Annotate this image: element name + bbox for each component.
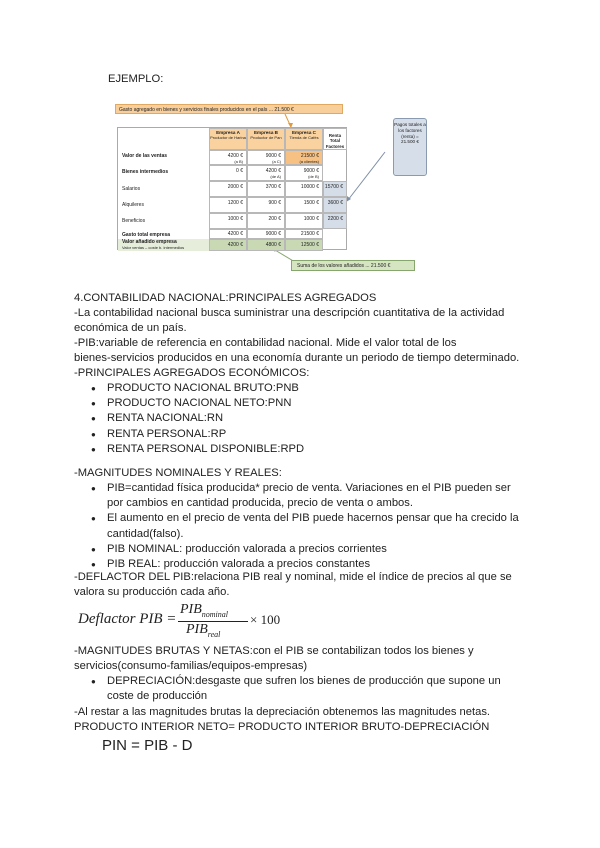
cell-ventas-c: 21500 € (a clientes): [285, 150, 323, 165]
closing-line: -Al restar a las magnitudes brutas la depreciación obtenemos las magnitudes netas.: [74, 706, 491, 718]
cell-salarios-a: 2000 €: [209, 181, 247, 197]
formula-lhs: Deflactor PIB =: [78, 611, 177, 627]
list-item: ● PRODUCTO NACIONAL NETO:PNN: [74, 396, 304, 411]
cell-salarios-b: 3700 €: [247, 181, 285, 197]
cell-gasto-b: 9000 €: [247, 229, 285, 239]
list-item: ● PRODUCTO NACIONAL BRUTO:PNB: [74, 381, 304, 396]
cell-alquileres-b: 900 €: [247, 197, 285, 213]
cell-vab-c: 12500 €: [285, 239, 323, 251]
cell-ventas-b: 9000 € (a C): [247, 150, 285, 165]
list-item: ● PIB REAL: producción valorada a precios constantes: [74, 557, 519, 572]
cell-alquileres-c: 1500 €: [285, 197, 323, 213]
cell-gasto-c: 21500 €: [285, 229, 323, 239]
aggregates-title: -PRINCIPALES AGREGADOS ECONÓMICOS:: [74, 367, 310, 379]
row-label-salarios: Salarios: [122, 186, 141, 192]
aggregates-list: [74, 381, 304, 457]
cell-beneficios-a: 1000 €: [209, 213, 247, 229]
deflactor-line: -DEFLACTOR DEL PIB:relaciona PIB real y nominal, mide el índice de precios al que se: [74, 571, 512, 583]
figure-right-note: Pagos totales a los factores (renta) = 21.500 €: [393, 118, 427, 176]
cell-alquileres-a: 1200 €: [209, 197, 247, 213]
cell-intermedios-a: 0 €: [209, 165, 247, 181]
figure-table: [117, 127, 347, 250]
closing-line: PRODUCTO INTERIOR NETO= PRODUCTO INTERIOR BRUTO-DEPRECIACIÓN: [74, 721, 490, 733]
header-empresa-a: Empresa A Productor de Harina: [209, 128, 247, 150]
row-sublabel-vab: Valor ventas – coste b. intermedios: [122, 245, 185, 250]
header-empresa-b: Empresa B Productor de Pan: [247, 128, 285, 150]
list-item: ● RENTA PERSONAL DISPONIBLE:RPD: [74, 442, 304, 457]
list-item: ● RENTA NACIONAL:RN: [74, 411, 304, 426]
cell-salarios-total: 15700 €: [323, 181, 347, 197]
formula-numerator: $PIB_{nominal}$: [180, 602, 228, 619]
cell-ventas-a: 4200 € (a B): [209, 150, 247, 165]
cell-salarios-c: 10000 €: [285, 181, 323, 197]
example-label: EJEMPLO:: [108, 73, 164, 85]
nominal-list: [74, 481, 519, 572]
section-title: 4.CONTABILIDAD NACIONAL:PRINCIPALES AGREGADOS: [74, 292, 377, 304]
cell-vab-a: 4200 €: [209, 239, 247, 251]
pin-formula: PIN = PIB - D: [102, 737, 193, 754]
cell-beneficios-total: 2200 €: [323, 213, 347, 229]
list-item: ● PIB=cantidad física producida* precio de venta. Variaciones en el PIB pueden ser por cambios en cantidad producida, precio de venta o ambos.: [74, 481, 519, 511]
row-label-gasto: Gasto total empresa: [122, 232, 171, 238]
cell-intermedios-b: 4200 € (de A): [247, 165, 285, 181]
brutas-title: servicios(consumo-familias/equipos-empresas): [74, 660, 308, 672]
formula-times: × 100: [250, 612, 281, 627]
header-empresa-c: Empresa C Tienda de Cafés: [285, 128, 323, 150]
list-item: ● RENTA PERSONAL:RP: [74, 427, 304, 442]
list-item: ● DEPRECIACIÓN:desgaste que sufren los bienes de producción que supone un coste de producción: [74, 674, 501, 704]
row-label-beneficios: Beneficios: [122, 218, 146, 224]
cell-beneficios-b: 200 €: [247, 213, 285, 229]
paragraph-line: -La contabilidad nacional busca suministrar una descripción cuantitativa de la actividad: [74, 307, 505, 319]
deflactor-line: valora su producción cada año.: [74, 586, 230, 598]
header-renta-total: Renta Total Factores: [323, 128, 347, 150]
paragraph-line: -PIB:variable de referencia en contabilidad nacional. Mide el valor total de los: [74, 337, 457, 349]
cell-beneficios-c: 1000 €: [285, 213, 323, 229]
brutas-list: [74, 674, 501, 704]
cell-alquileres-total: 3600 €: [323, 197, 347, 213]
list-item: ● El aumento en el precio de venta del PIB puede hacernos pensar que ha crecido la cantidad(falso).: [74, 511, 519, 541]
cell-gasto-a: 4200 €: [209, 229, 247, 239]
list-item: ● PIB NOMINAL: producción valorada a precios corrientes: [74, 542, 519, 557]
figure-bottom-caption: Suma de los valores añadidos ... 21.500 €: [291, 260, 415, 271]
example-figure: [115, 100, 433, 278]
nominal-title: -MAGNITUDES NOMINALES Y REALES:: [74, 467, 282, 479]
row-label-alquileres: Alquileres: [122, 202, 144, 208]
deflactor-formula: [78, 602, 281, 640]
cell-intermedios-c: 9000 € (de B): [285, 165, 323, 181]
cell-vab-b: 4800 €: [247, 239, 285, 251]
row-label-vab: Valor añadido empresa: [122, 239, 177, 245]
row-label-ventas: Valor de las ventas: [122, 153, 168, 159]
paragraph-line: bienes-servicios producidos en una economía durante un periodo de tiempo determinado.: [74, 352, 520, 364]
row-label-intermedios: Bienes intermedios: [122, 169, 169, 175]
paragraph-line: económica de un país.: [74, 322, 187, 334]
brutas-title: -MAGNITUDES BRUTAS Y NETAS:con el PIB se contabilizan todos los bienes y: [74, 645, 474, 657]
figure-top-caption: Gasto agregado en bienes y servicios finales producidos en el país ... 21.500 €: [115, 104, 343, 114]
formula-denominator: $PIB_{real}$: [186, 622, 221, 639]
